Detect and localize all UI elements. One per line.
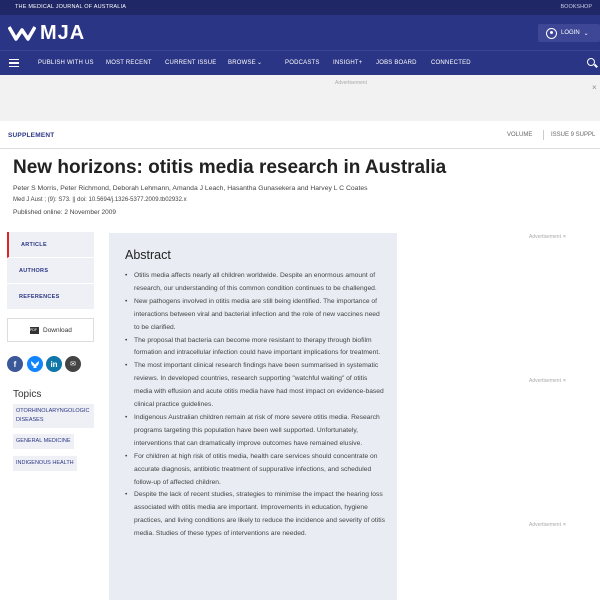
pdf-icon	[30, 327, 39, 334]
topic-tag[interactable]: OTORHINOLARYNGOLOGIC DISEASES	[13, 404, 94, 428]
nav-current-issue[interactable]: CURRENT ISSUE	[165, 60, 217, 66]
topics-heading: Topics	[13, 389, 42, 400]
email-share-icon[interactable]	[65, 356, 81, 372]
side-ad-label: Advertisement	[529, 378, 561, 384]
linkedin-share-icon[interactable]	[46, 356, 62, 372]
nav-jobs-board[interactable]: JOBS BOARD	[376, 60, 417, 66]
bluesky-share-icon[interactable]	[27, 356, 43, 372]
abstract-list	[123, 270, 385, 541]
section-label[interactable]: SUPPLEMENT	[8, 132, 55, 139]
linkedin-glyph: in	[50, 359, 58, 369]
article-citation: Med J Aust ; (9): S73. || doi: 10.5694/j.1326-5377.2009.tb02932.x	[13, 197, 187, 203]
article-side-nav	[7, 232, 94, 310]
side-nav-article-label: ARTICLE	[21, 242, 47, 248]
side-ad-label: Advertisement	[529, 234, 561, 240]
side-nav-authors-label: AUTHORS	[19, 268, 49, 274]
browse-chevron-icon[interactable]: ⌄	[257, 60, 263, 66]
abstract-point: • Indigenous Australian children remain at risk of more severe otitis media. Research programs targeting this population have been well supported. Unfortunately, interventions that can dramatically improve outcomes have remained elusive.	[123, 412, 385, 451]
article-authors[interactable]: Peter S Morris, Peter Richmond, Deborah Lehmann, Amanda J Leach, Hasantha Gunasekera and Harvey L C Coates	[13, 185, 368, 192]
login-button[interactable]	[538, 24, 600, 42]
side-ad-label: Advertisement	[529, 522, 561, 528]
side-nav-references-label: REFERENCES	[19, 294, 60, 300]
section-bar	[0, 121, 600, 149]
abstract-point: • Otitis media affects nearly all children worldwide. Despite an enormous amount of research, our understanding of this common condition continues to be challenged.	[123, 270, 385, 296]
side-ad-close-icon[interactable]: ×	[562, 378, 566, 384]
search-icon[interactable]	[587, 58, 595, 66]
side-ad	[529, 378, 566, 384]
published-date: Published online: 2 November 2009	[13, 209, 116, 216]
nav-most-recent[interactable]: MOST RECENT	[106, 60, 152, 66]
nav-connected[interactable]: CONNECTED	[431, 60, 471, 66]
ad-close-icon[interactable]: ×	[592, 83, 597, 92]
abstract-point: • Despite the lack of recent studies, strategies to minimise the impact the hearing loss associated with otitis media are important. Improvements in education, hygiene practices, and living conditions are likely to reduce the incidence and severity of otitis media. Studies of these types of interventions are needed.	[123, 489, 385, 541]
side-ad-close-icon[interactable]: ×	[562, 234, 566, 240]
envelope-glyph: ✉	[70, 361, 76, 368]
download-label: Download	[43, 327, 72, 334]
nav-podcasts[interactable]: PODCASTS	[285, 60, 320, 66]
facebook-glyph: f	[13, 359, 17, 369]
brand-bar	[0, 15, 600, 50]
main-nav	[0, 50, 600, 75]
menu-icon[interactable]	[9, 59, 19, 67]
issue-link[interactable]: ISSUE 9 SUPPL	[551, 132, 596, 138]
login-label: LOGIN	[561, 30, 580, 36]
nav-browse[interactable]: BROWSE	[228, 60, 256, 66]
abstract-point: • The most important clinical research findings have been summarised in systematic reviews. In developed countries, research supporting "watchful waiting" of otitis media with effusion and acute otitis media have had most impact on evidence-based clinical practice guidelines.	[123, 360, 385, 412]
nav-insight-plus[interactable]: INSIGHT+	[333, 60, 363, 66]
journal-name-link[interactable]: THE MEDICAL JOURNAL OF AUSTRALIA	[15, 4, 127, 10]
side-nav-references[interactable]	[7, 284, 94, 310]
ad-label: Advertisement	[335, 80, 367, 86]
mja-logo[interactable]	[8, 22, 85, 44]
facebook-share-icon[interactable]	[7, 356, 23, 372]
abstract-point: • The proposal that bacteria can become more resistant to therapy through biofilm formation and intracellular infection could have important implications for treatment.	[123, 335, 385, 361]
user-icon	[546, 28, 557, 39]
divider	[543, 130, 544, 140]
download-button[interactable]	[7, 318, 94, 342]
top-strip	[0, 0, 600, 15]
chevron-down-icon: ⌄	[583, 30, 589, 37]
side-ad-close-icon[interactable]: ×	[562, 522, 566, 528]
topic-tag[interactable]: GENERAL MEDICINE	[13, 434, 74, 449]
side-ad	[529, 522, 566, 528]
butterfly-icon	[30, 360, 40, 369]
topic-tag[interactable]: INDIGENOUS HEALTH	[13, 456, 77, 471]
article-title: New horizons: otitis media research in Australia	[13, 157, 447, 178]
volume-link[interactable]: VOLUME	[507, 132, 533, 138]
abstract-point: • For children at high risk of otitis media, health care services should concentrate on accurate diagnosis, antibiotic treatment of suppurative infections, and scheduled follow-up of affected children.	[123, 451, 385, 490]
ad-banner	[0, 75, 600, 121]
bookshop-link[interactable]: BOOKSHOP	[560, 4, 592, 10]
abstract-heading: Abstract	[125, 248, 171, 262]
nav-publish-with-us[interactable]: PUBLISH WITH US	[38, 60, 94, 66]
side-ad	[529, 234, 566, 240]
logo-chevron-icon	[8, 24, 36, 42]
abstract-point: • New pathogens involved in otitis media are still being identified. The importance of interactions between viral and bacterial infection and the role of new vaccines need to be clarified.	[123, 296, 385, 335]
logo-text: MJA	[40, 21, 86, 44]
side-nav-article[interactable]	[7, 232, 94, 258]
abstract-panel	[109, 233, 397, 600]
side-nav-authors[interactable]	[7, 258, 94, 284]
